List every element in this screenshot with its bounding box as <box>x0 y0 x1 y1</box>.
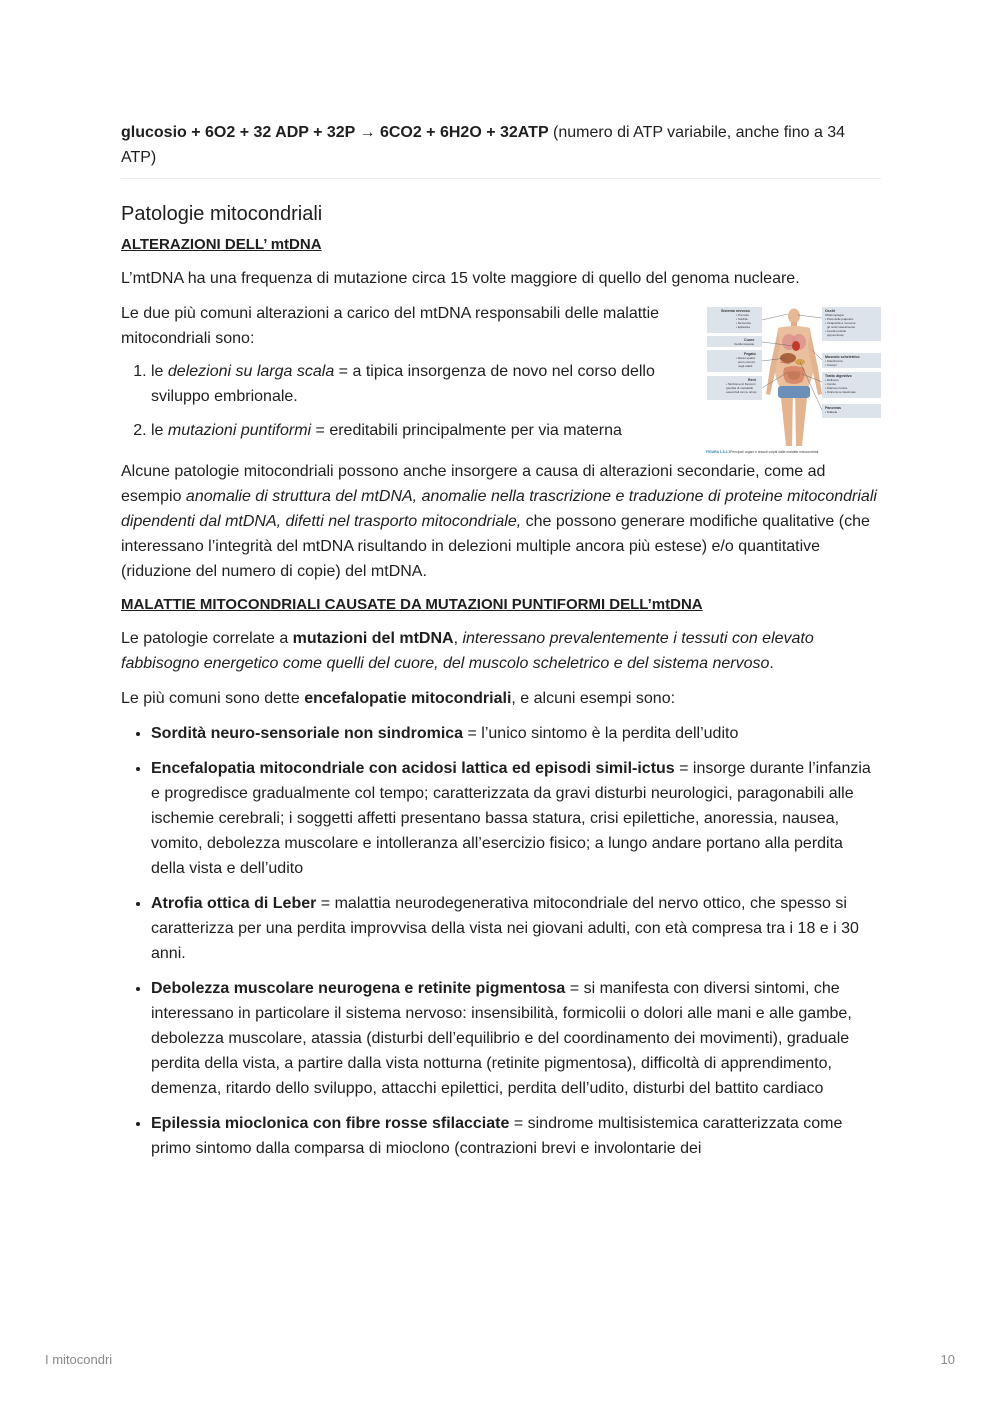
svg-text:pigmentosa): pigmentosa) <box>827 333 844 337</box>
svg-text:• Tremore: • Tremore <box>736 313 750 317</box>
svg-text:• Danni epatici: • Danni epatici <box>736 356 756 360</box>
paragraph-encephalopathies: Le più comuni sono dette encefalopatie mitocondriali, e alcuni esempi sono: <box>121 690 676 707</box>
section-title: Patologie mitocondriali <box>121 203 323 225</box>
list-item: • Atrofia ottica di Leber = malattia neurodegenerativa mitocondriale del nervo ottico, che spesso si caratterizza per una perdita improvvisa della vista nei giovani adulti, con età compresa tra i 18 e i 30 anni. <box>151 891 881 966</box>
figure-label: Occhi <box>825 309 835 313</box>
svg-text:• Crampi: • Crampi <box>825 363 837 367</box>
figure-label: Sistema nervoso <box>721 309 750 313</box>
subheading-alterazioni: ALTERAZIONI DELL’ mtDNA <box>121 236 322 253</box>
svg-text:• Demenza: • Demenza <box>736 321 751 325</box>
svg-text:gli occhi lateralmente: gli occhi lateralmente <box>827 325 856 329</box>
svg-text:• Cecità (retinite: • Cecità (retinite <box>825 329 847 333</box>
page-number: 10 <box>940 1352 955 1367</box>
figure-label: Reni <box>748 378 756 382</box>
svg-text:• Reflusso: • Reflusso <box>825 378 839 382</box>
divider <box>121 178 881 179</box>
figure-label: Muscolo scheletrico <box>825 355 860 359</box>
svg-text:negli adulti: negli adulti <box>738 364 753 368</box>
svg-text:• Diarrea cronica: • Diarrea cronica <box>825 386 848 390</box>
paragraph-mutation-rate: L’mtDNA ha una frequenza di mutazione circa 15 volte maggiore di quello del genoma nucleare. <box>121 270 800 287</box>
formula-note: (numero di ATP variabile, anche fino a 34 ATP) <box>121 124 846 166</box>
svg-text:• Epilessia: • Epilessia <box>736 325 750 329</box>
svg-text:• Ostruzione intestinale: • Ostruzione intestinale <box>825 390 856 394</box>
svg-text:• Incapacità a muovere: • Incapacità a muovere <box>825 321 856 325</box>
figure-label: Cuore <box>744 338 755 342</box>
alterations-list <box>121 359 681 443</box>
list-item: 1. le delezioni su larga scala = a tipica insorgenza de novo nel corso dello sviluppo embrionale. <box>151 359 681 409</box>
figure-mitochondrial-diseases <box>706 306 882 458</box>
subheading-point-mutations: MALATTIE MITOCONDRIALI CAUSATE DA MUTAZIONI PUNTIFORMI DELL’mtDNA <box>121 596 703 613</box>
paragraph-alterations-intro: Le due più comuni alterazioni a carico del mtDNA responsabili delle malattie mitocondriali sono: <box>121 305 660 347</box>
list-item: • Debolezza muscolare neurogena e retinite pigmentosa = si manifesta con diversi sintomi, che interessano in particolare il sistema nervoso: insensibilità, formicolii o dolori alle mani e alle gambe, debolezza muscolare, atassia (disturbi dell’equilibrio e del coordinamento dei movimenti), graduale perdita della vista, a partire dalla vista notturna (retinite pigmentosa), difficoltà di apprendimento, demenza, ritardo dello sviluppo, attacchi epilettici, perdita dell’udito, disturbi del battito cardiaco <box>151 976 881 1101</box>
document-body <box>121 120 881 1171</box>
list-item: 2. le mutazioni puntiformi = ereditabili principalmente per via materna <box>151 418 681 443</box>
paragraph-tissues: Le patologie correlate a mutazioni del mtDNA, interessano prevalentemente i tessuti con elevato fabbisogno energetico come quelli del cuore, del muscolo scheletrico e del sistema nervoso. <box>121 630 814 672</box>
alterations-block <box>121 301 881 454</box>
svg-text:poco comuni: poco comuni <box>738 360 756 364</box>
svg-text:Cardiomiopatie: Cardiomiopatie <box>734 342 755 346</box>
paragraph-secondary-alterations: Alcune patologie mitocondriali possono anche insorgere a causa di alterazioni secondarie, come ad esempio anomalie di struttura del mtDNA, anomalie nella trascrizione e traduzione di proteine mitocondriali dipendenti dal mtDNA, difetti nel trasporto mitocondriale, che possono generare modifiche qualitative (che interessano l’integrità del mtDNA risultando in delezioni multiple ancora più estese) e/o quantitative (riduzione del numero di copie) del mtDNA. <box>121 463 877 580</box>
diseases-list <box>121 721 881 1161</box>
formula-line <box>121 120 881 170</box>
list-item: • Sordità neuro-sensoriale non sindromica = l’unico sintomo è la perdita dell’udito <box>151 721 881 746</box>
svg-text:Oftalmoplegia: Oftalmoplegia <box>825 313 844 317</box>
list-item: • Encefalopatia mitocondriale con acidosi lattica ed episodi simil-ictus = insorge durante l’infanzia e progredisce gradualmente col tempo; caratterizzata da gravi disturbi neurologici, paragonabili alle ischemie cerebrali; i soggetti affetti presentano bassa statura, crisi epilettiche, anoressia, nausea, vomito, debolezza muscolare e intolleranza all’esercizio fisico; a lungo andare portano alla perdita della vista e dell’udito <box>151 756 881 881</box>
svg-text:(perdita di metaboliti: (perdita di metaboliti <box>726 386 754 390</box>
human-body-illustration <box>766 309 822 447</box>
figure-label: Fegato <box>744 352 756 356</box>
figure-caption: Principali organi e tessuti colpiti dalle malattie mitocondriali. <box>730 450 820 454</box>
svg-text:• Vomito: • Vomito <box>825 382 837 386</box>
figure-caption-label: FIGURA 1.5.2.1 <box>706 450 731 454</box>
alterations-text <box>121 301 681 443</box>
formula-bold: glucosio + 6O2 + 32 ADP + 32P → 6CO2 + 6H2O + 32ATP <box>121 124 549 141</box>
figure-label: Pancreas <box>825 406 841 410</box>
svg-text:essenziali con le urine): essenziali con le urine) <box>726 390 757 394</box>
list-item: • Epilessia mioclonica con fibre rosse sfilacciate = sindrome multisistemica caratterizzata come primo sintomo dalla comparsa di mioclono (contrazioni brevi e involontarie dei <box>151 1111 881 1161</box>
svg-text:• Sindrome di Fanconi: • Sindrome di Fanconi <box>726 382 756 386</box>
svg-text:• Sordità: • Sordità <box>736 317 748 321</box>
footer-title: I mitocondri <box>45 1352 113 1367</box>
figure-label: Tratto digestivo <box>825 374 852 378</box>
svg-text:• Diabete: • Diabete <box>825 410 838 414</box>
svg-text:• Ptosi delle palpebre: • Ptosi delle palpebre <box>825 317 854 321</box>
svg-text:• Stanchezza: • Stanchezza <box>825 359 843 363</box>
